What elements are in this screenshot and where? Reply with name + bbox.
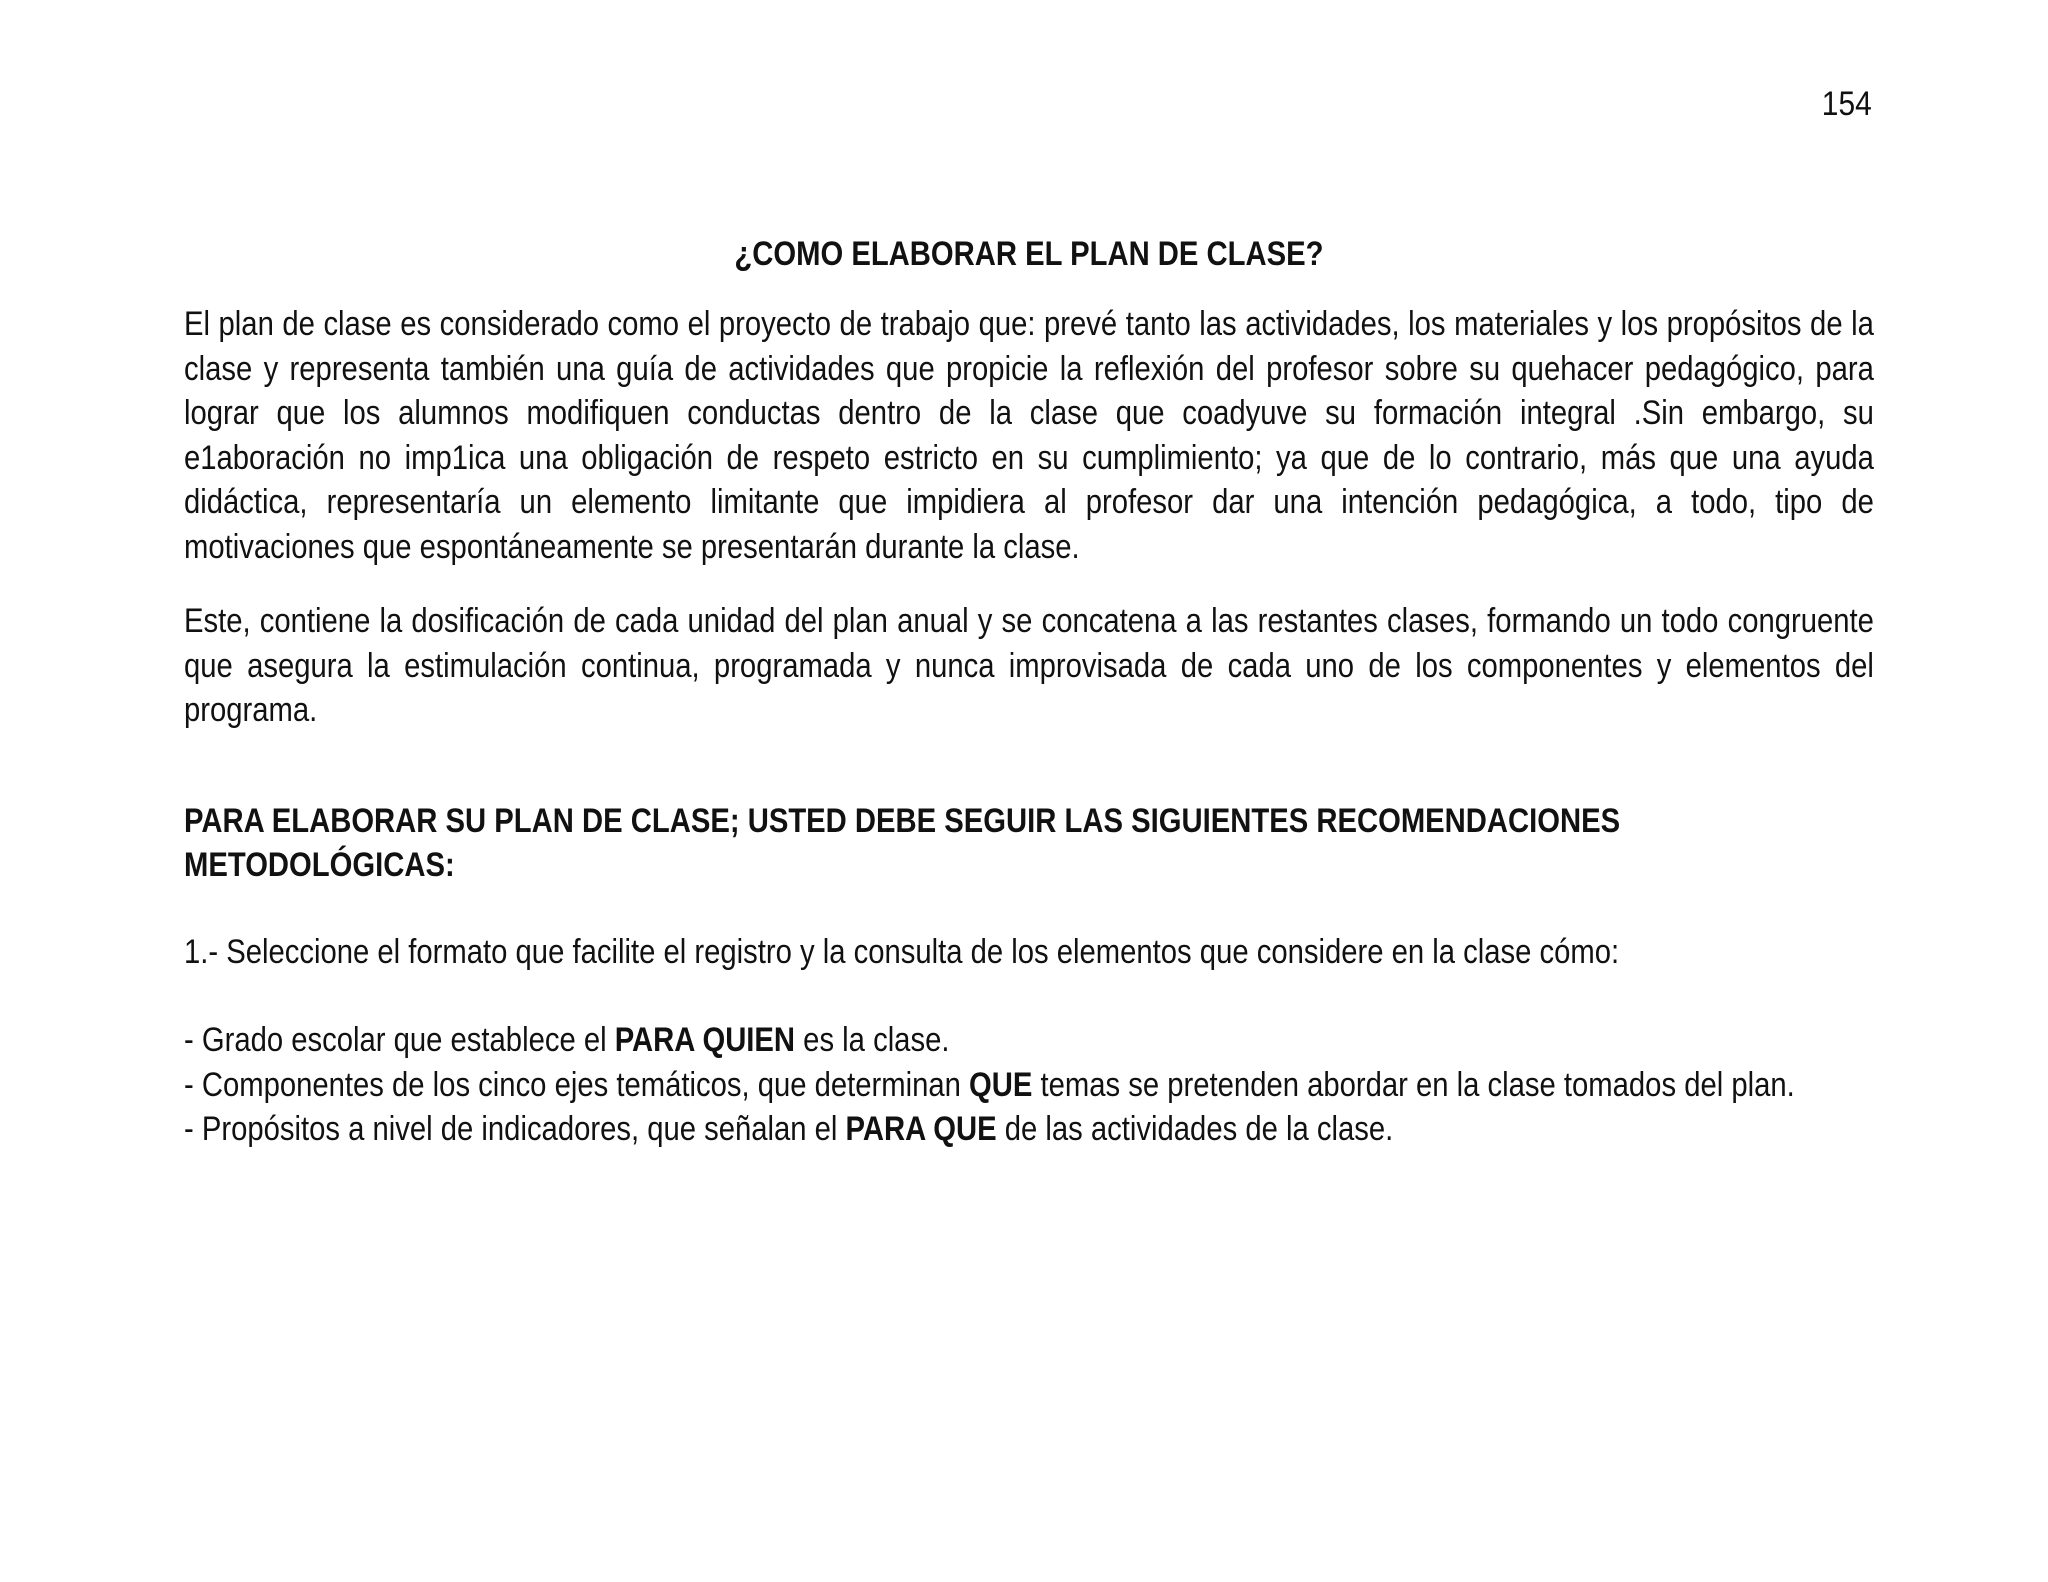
bullet-text: es la clase. [795,1021,950,1059]
bullet-text: temas se pretenden abordar en la clase tomados del plan. [1032,1065,1795,1104]
page-content [184,232,1874,1152]
page-number: 154 [1822,85,1872,123]
bullet-text: - Componentes de los cinco ejes temáticos, que determinan [184,1065,970,1104]
bullet-item [184,1107,1874,1152]
bullet-text: de las actividades de la clase. [996,1110,1394,1148]
bullet-emphasis: PARA QUE [845,1110,997,1148]
section-heading: PARA ELABORAR SU PLAN DE CLASE; USTED DEBE SEGUIR LAS SIGUIENTES RECOMENDACIONES METODOLÓGICAS: [184,801,1621,884]
bullet-text: - Grado escolar que establece el [184,1021,615,1059]
bullet-text: - Propósitos a nivel de indicadores, que señalan el [184,1110,846,1148]
bullet-item [184,1063,1874,1108]
document-title: ¿COMO ELABORAR EL PLAN DE CLASE? [734,235,1324,273]
paragraph-plan-definition: El plan de clase es considerado como el proyecto de trabajo que: prevé tanto las actividades, los materiales y los propósitos de la clase y representa también una guía de actividades que propicie la reflexión del profesor sobre su quehacer pedagógico, para lograr que los alumnos modifiquen conductas dentro de la clase que coadyuve su formación integral .Sin embargo, su e1aboración no imp1ica una obligación de respeto estricto en su cumplimiento; ya que de lo contrario, más que una ayuda didáctica, representaría un elemento limitante que impidiera al profesor dar una intención pedagógica, a todo, tipo de motivaciones que espontáneamente se presentarán durante la clase. [184,305,1874,566]
bullet-emphasis: PARA QUIEN [614,1021,796,1059]
bullet-emphasis: QUE [969,1065,1033,1104]
bullet-item [184,1018,1874,1063]
paragraph-plan-contents: Este, contiene la dosificación de cada unidad del plan anual y se concatena a las restantes clases, formando un todo congruente que asegura la estimulación continua, programada y nunca improvisada de cada uno de los componentes y elementos del programa. [184,602,1874,729]
step-1: 1.- Seleccione el formato que facilite el registro y la consulta de los elementos que considere en la clase cómo: [184,932,1620,971]
bullet-list [184,1018,1874,1152]
